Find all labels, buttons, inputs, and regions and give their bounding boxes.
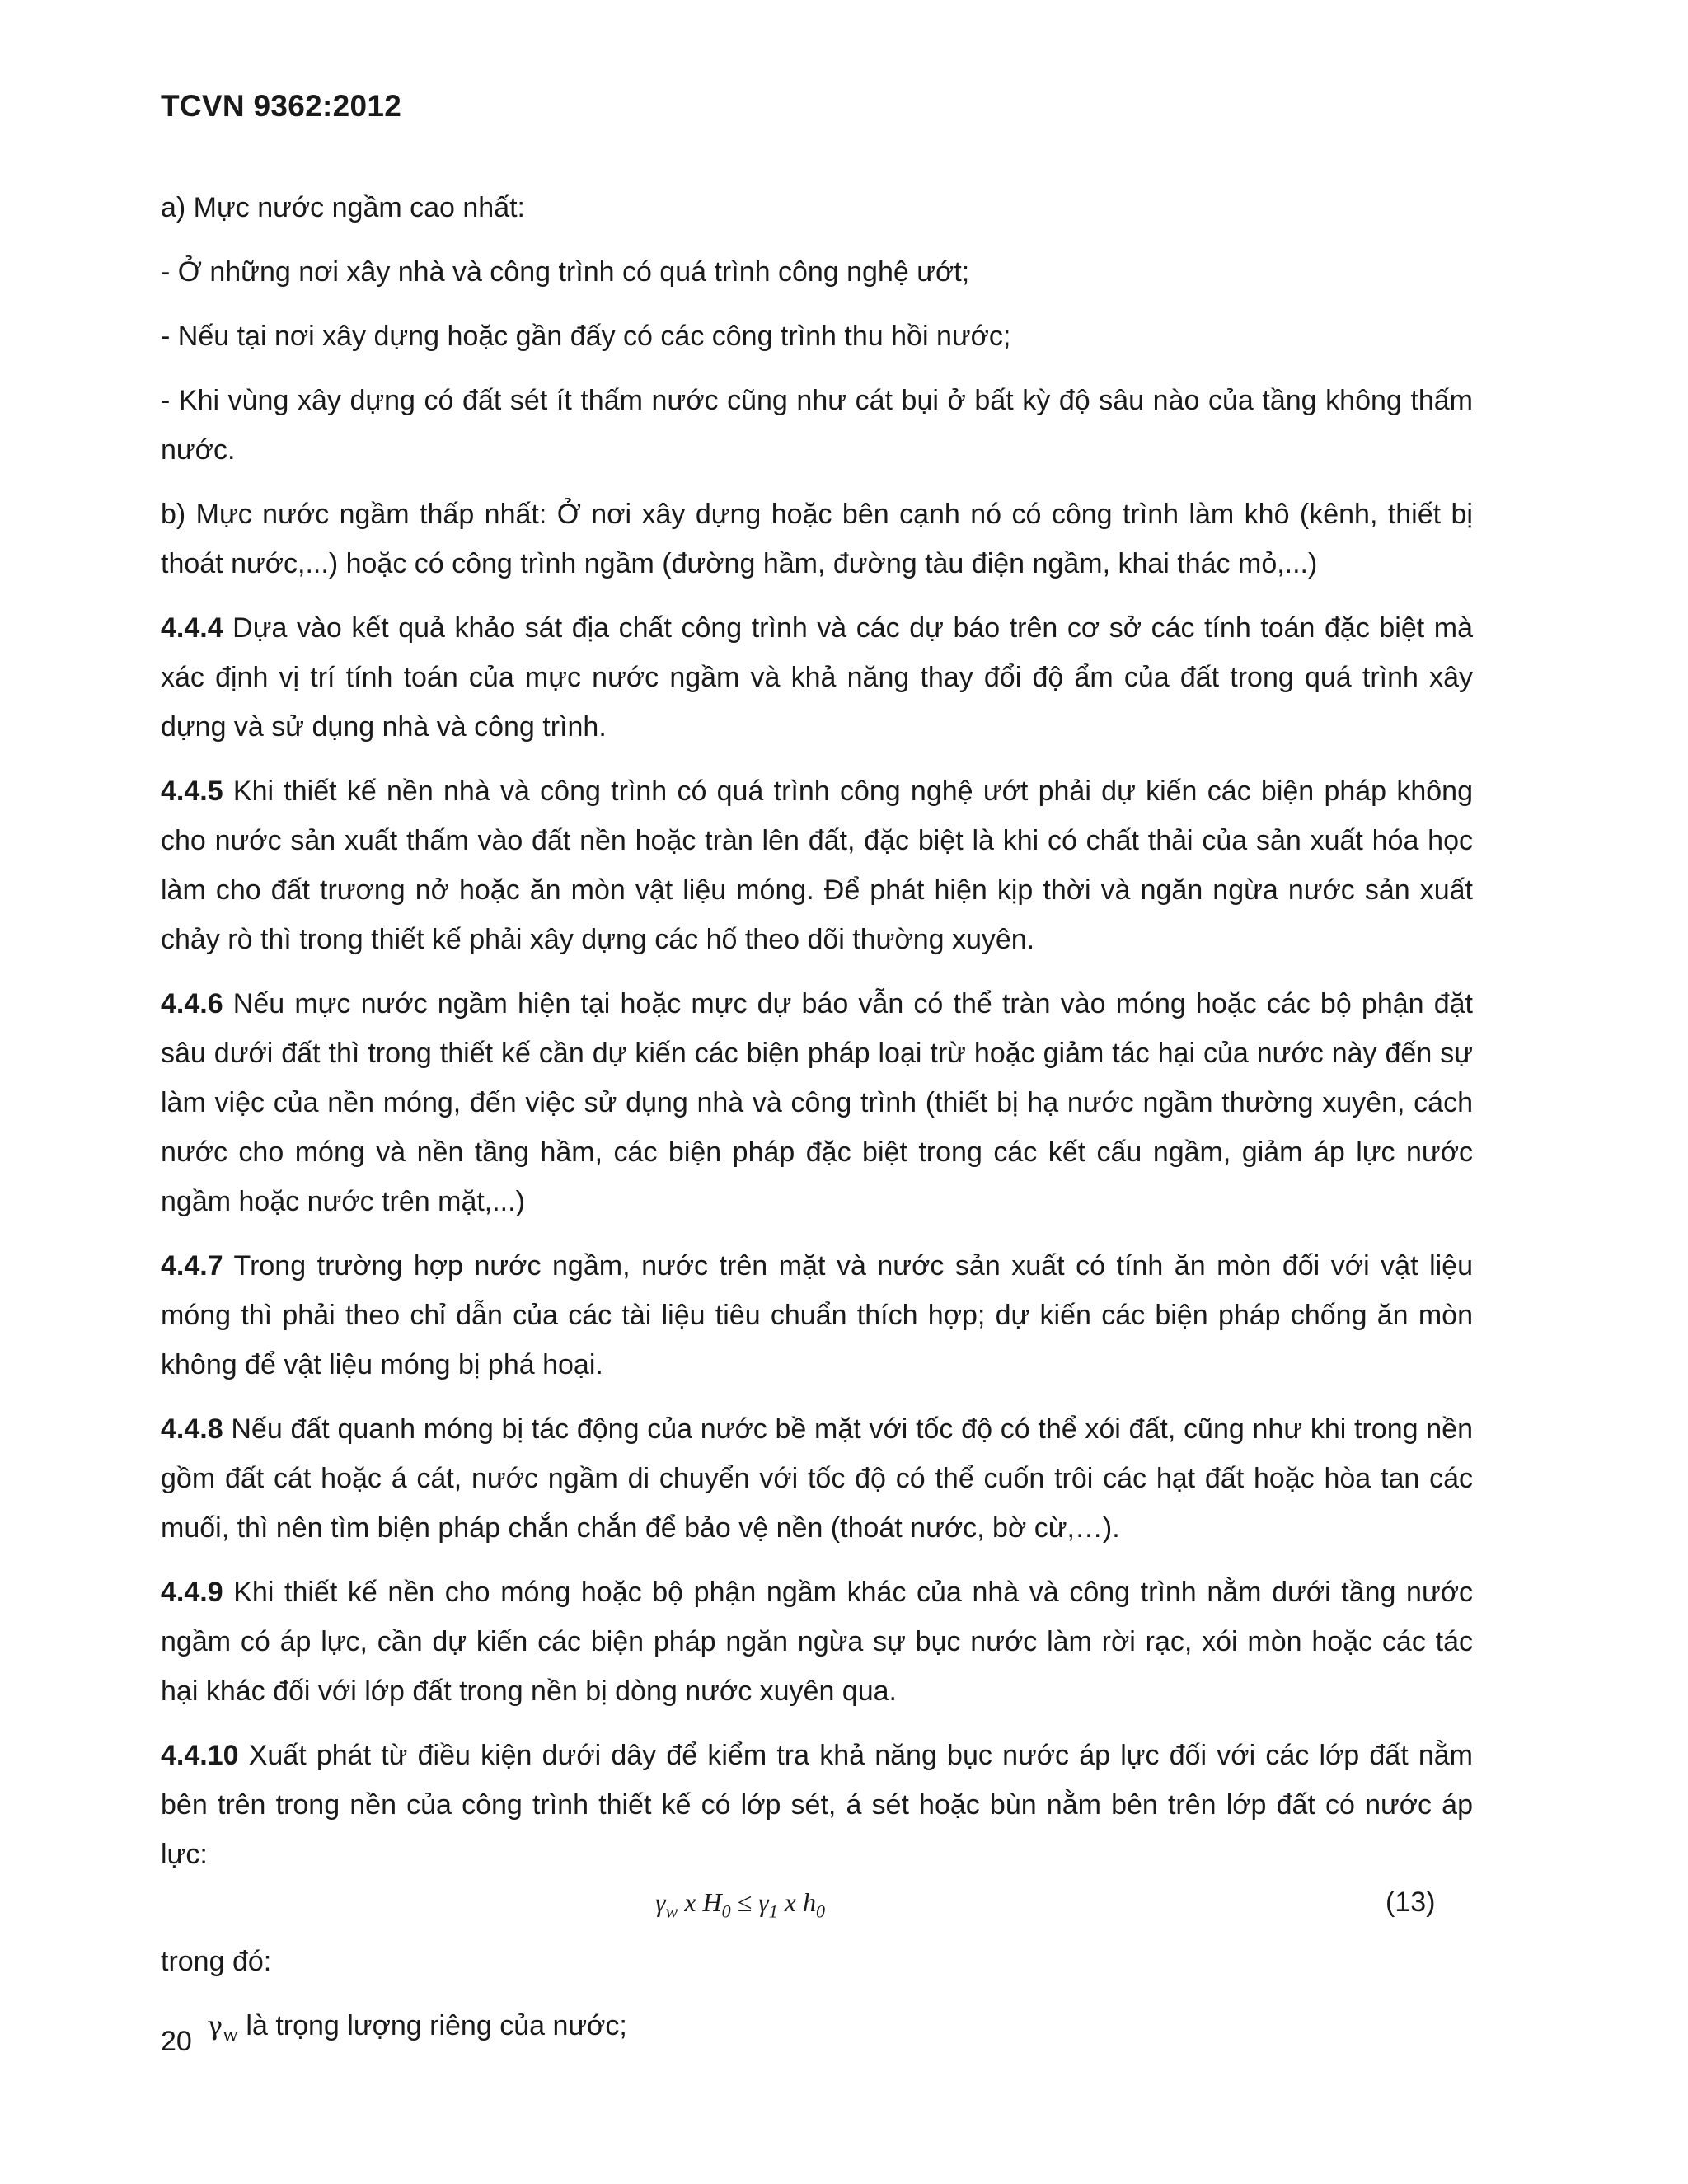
clause-text: Xuất phát từ điều kiện dưới dây để kiểm tra khả năng bục nước áp lực đối với các lớp đất nằm bên trên trong nền của công trình thiết kế có lớp sét, á sét hoặc bùn nằm bên trên lớp đất có nước áp lực: (161, 1740, 1473, 1870)
paragraph-text: - Khi vùng xây dựng có đất sét ít thấm nước cũng như cát bụi ở bất kỳ độ sâu nào của tầng không thấm nước. (161, 385, 1473, 466)
paragraph-text: - Nếu tại nơi xây dựng hoặc gần đấy có các công trình thu hồi nước; (161, 321, 1011, 352)
bullet-clay-soil (161, 376, 1473, 475)
bullet-water-recovery (161, 312, 1473, 361)
clause-number: 4.4.10 (161, 1740, 239, 1771)
definition-text: là trọng lượng riêng của nước; (237, 2010, 627, 2041)
clause-text: Trong trường hợp nước ngầm, nước trên mặt và nước sản xuất có tính ăn mòn đối với vật liệu móng thì phải theo chỉ dẫn của các tài liệu tiêu chuẩn thích hợp; dự kiến các biện pháp chống ăn mòn không để vật liệu móng bị phá hoại. (161, 1250, 1473, 1380)
clause-text: Dựa vào kết quả khảo sát địa chất công trình và các dự báo trên cơ sở các tính toán đặc biệt mà xác định vị trí tính toán của mực nước ngầm và khả năng thay đổi độ ẩm của đất trong quá trình xây dựng và sử dụng nhà và công trình. (161, 612, 1473, 743)
body-text (161, 183, 1473, 2060)
clause-4-4-5 (161, 766, 1473, 964)
paragraph-text: b) Mực nước ngầm thấp nhất: Ở nơi xây dựng hoặc bên cạnh nó có công trình làm khô (kênh, thiết bị thoát nước,...) hoặc có công trình ngầm (đường hầm, đường tàu điện ngầm, khai thác mỏ,...) (161, 499, 1473, 579)
symbol-gamma-w: $\gamma_w$ (207, 2010, 238, 2046)
equation-13: $\gamma_w$ x $H_0 \le \gamma_1$ x $h_0$ (655, 1887, 825, 1922)
bullet-wet-process (161, 247, 1473, 297)
clause-4-4-10 (161, 1731, 1473, 1879)
clause-text: Nếu mực nước ngầm hiện tại hoặc mực dự báo vẫn có thể tràn vào móng hoặc các bộ phận đặt sâu dưới đất thì trong thiết kế cần dự kiến các biện pháp loại trừ hoặc giảm tác hại của nước này đến sự làm việc của nền móng, đến việc sử dụng nhà và công trình (thiết bị hạ nước ngầm thường xuyên, cách nước cho móng và nền tầng hầm, các biện pháp đặc biệt trong các kết cấu ngầm, giảm áp lực nước ngầm hoặc nước trên mặt,...) (161, 988, 1473, 1217)
formula-row (161, 1877, 1473, 1927)
clause-number: 4.4.8 (161, 1413, 223, 1445)
clause-number: 4.4.7 (161, 1250, 223, 1282)
clause-text: Nếu đất quanh móng bị tác động của nước bề mặt với tốc độ có thể xói đất, cũng như khi trong nền gồm đất cát hoặc á cát, nước ngầm di chuyển với tốc độ có thể cuốn trôi các hạt đất hoặc hòa tan các muối, thì nên tìm biện pháp chắn chắn để bảo vệ nền (thoát nước, bờ cừ,…). (161, 1413, 1473, 1544)
clause-4-4-4 (161, 603, 1473, 752)
clause-number: 4.4.6 (161, 988, 223, 1019)
paragraph-item-a (161, 183, 1473, 232)
paragraph-text: - Ở những nơi xây nhà và công trình có quá trình công nghệ ướt; (161, 256, 970, 288)
clause-number: 4.4.4 (161, 612, 223, 644)
standard-code-header: TCVN 9362:2012 (161, 89, 402, 123)
clause-4-4-9 (161, 1568, 1473, 1716)
paragraph-text: a) Mực nước ngầm cao nhất: (161, 192, 525, 223)
clause-number: 4.4.9 (161, 1577, 223, 1608)
clause-4-4-7 (161, 1241, 1473, 1390)
clause-4-4-8 (161, 1404, 1473, 1553)
clause-4-4-6 (161, 979, 1473, 1226)
clause-text: Khi thiết kế nền cho móng hoặc bộ phận ngầm khác của nhà và công trình nằm dưới tầng nước ngầm có áp lực, cần dự kiến các biện pháp ngăn ngừa sự bục nước làm rời rạc, xói mòn hoặc các tác hại khác đối với lớp đất trong nền bị dòng nước xuyên qua. (161, 1577, 1473, 1707)
equation-number: (13) (1386, 1886, 1436, 1918)
definition-gamma-w (161, 2001, 1473, 2060)
clause-number: 4.4.5 (161, 776, 223, 807)
clause-text: Khi thiết kế nền nhà và công trình có quá trình công nghệ ướt phải dự kiến các biện pháp không cho nước sản xuất thấm vào đất nền hoặc tràn lên đất, đặc biệt là khi có chất thải của sản xuất hóa học làm cho đất trương nở hoặc ăn mòn vật liệu móng. Để phát hiện kịp thời và ngăn ngừa nước sản xuất chảy rò thì trong thiết kế phải xây dựng các hố theo dõi thường xuyên. (161, 776, 1473, 955)
paragraph-item-b (161, 490, 1473, 588)
where-label: trong đó: (161, 1946, 272, 1977)
page-number: 20 (161, 2026, 192, 2057)
